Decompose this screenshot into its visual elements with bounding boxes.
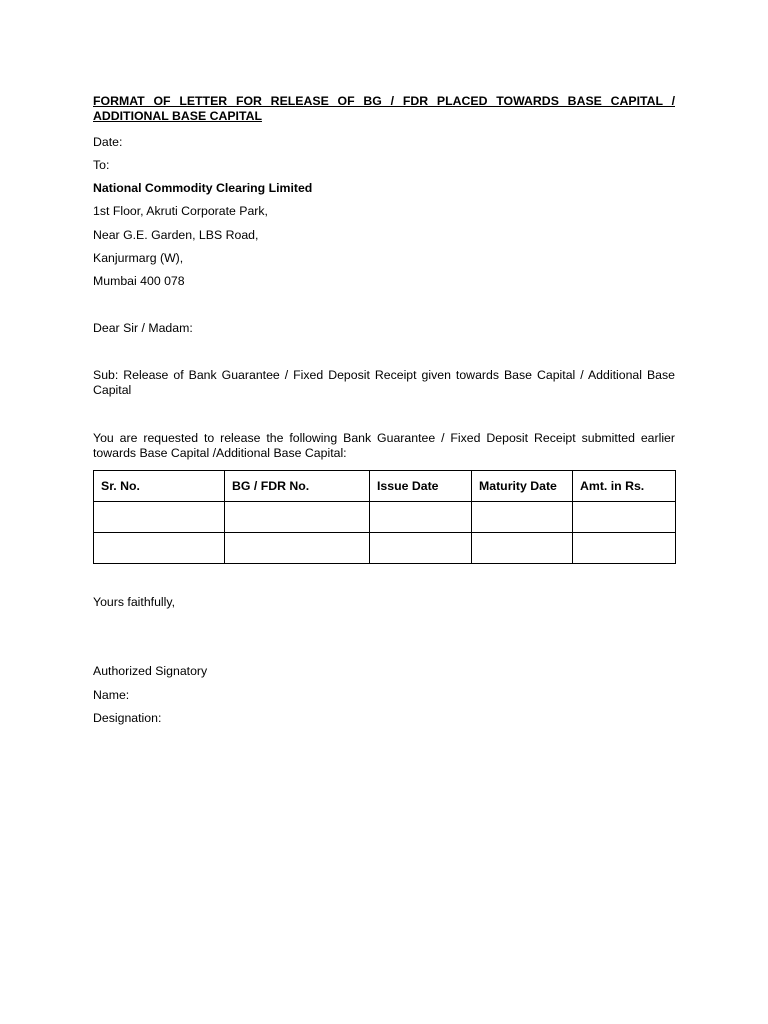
to-label: To: bbox=[93, 158, 110, 172]
designation-label: Designation: bbox=[93, 711, 162, 725]
address-line-4: Mumbai 400 078 bbox=[93, 274, 185, 288]
date-label: Date: bbox=[93, 135, 123, 149]
table-cell bbox=[225, 533, 370, 564]
recipient-name: National Commodity Clearing Limited bbox=[93, 181, 313, 195]
closing: Yours faithfully, bbox=[93, 595, 176, 609]
header-amount: Amt. in Rs. bbox=[573, 471, 676, 502]
address-line-3: Kanjurmarg (W), bbox=[93, 251, 184, 265]
header-issue-date: Issue Date bbox=[370, 471, 472, 502]
letter-title: FORMAT OF LETTER FOR RELEASE OF BG / FDR PLACED TOWARDS BASE CAPITAL / ADDITIONAL BASE CAPITAL bbox=[93, 94, 675, 123]
release-table bbox=[93, 470, 676, 564]
table-cell bbox=[573, 502, 676, 533]
subject-line: Sub: Release of Bank Guarantee / Fixed Deposit Receipt given towards Base Capital / Additional Base Capital bbox=[93, 368, 675, 397]
table-cell bbox=[370, 533, 472, 564]
table-cell bbox=[94, 502, 225, 533]
header-sr-no: Sr. No. bbox=[94, 471, 225, 502]
body-paragraph: You are requested to release the following Bank Guarantee / Fixed Deposit Receipt submitted earlier towards Base Capital /Additional Base Capital: bbox=[93, 431, 675, 460]
table-cell bbox=[472, 502, 573, 533]
table-cell bbox=[370, 502, 472, 533]
salutation: Dear Sir / Madam: bbox=[93, 321, 193, 335]
name-label: Name: bbox=[93, 688, 130, 702]
table-cell bbox=[472, 533, 573, 564]
address-line-1: 1st Floor, Akruti Corporate Park, bbox=[93, 204, 268, 218]
address-line-2: Near G.E. Garden, LBS Road, bbox=[93, 228, 259, 242]
table-cell bbox=[225, 502, 370, 533]
table-row bbox=[94, 533, 676, 564]
table-row bbox=[94, 502, 676, 533]
table-header-row bbox=[94, 471, 676, 502]
table-cell bbox=[94, 533, 225, 564]
header-bg-fdr-no: BG / FDR No. bbox=[225, 471, 370, 502]
table-cell bbox=[573, 533, 676, 564]
header-maturity-date: Maturity Date bbox=[472, 471, 573, 502]
signatory-label: Authorized Signatory bbox=[93, 664, 208, 678]
